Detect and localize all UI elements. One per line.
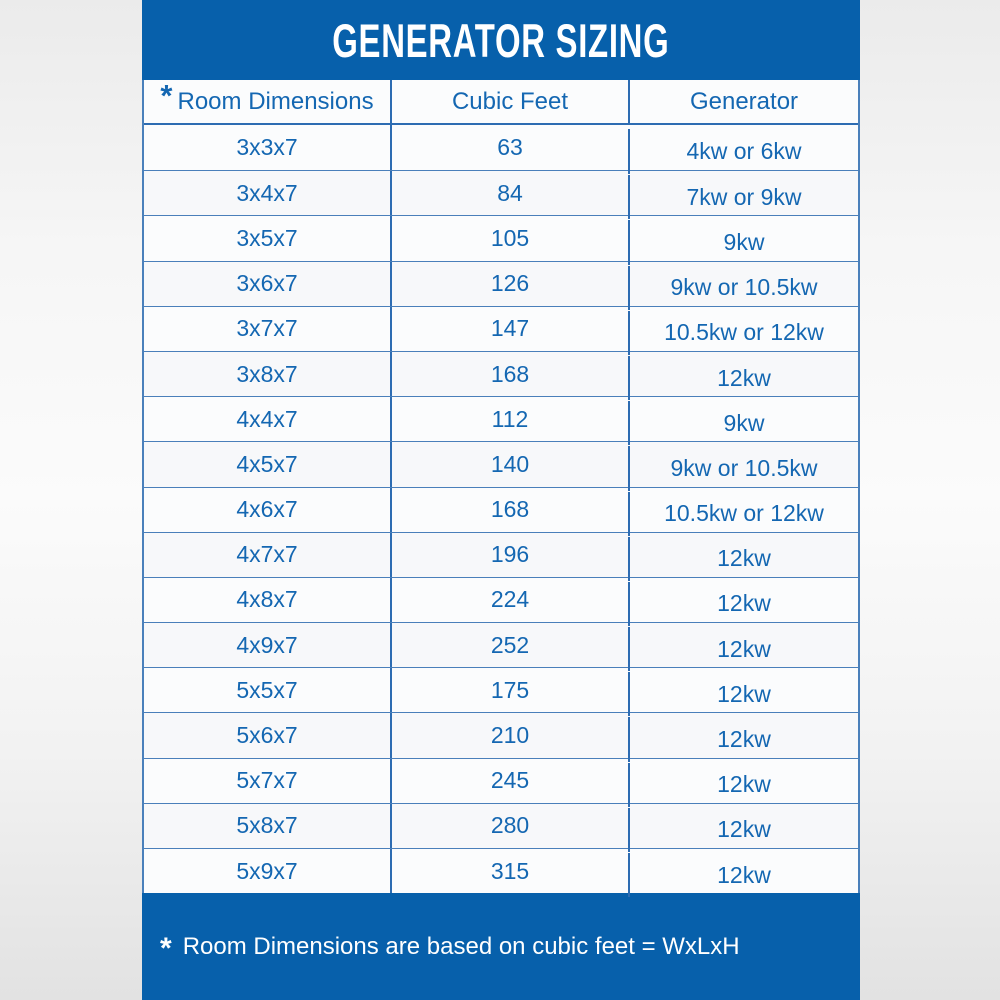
generator-cell: 7kw or 9kw xyxy=(628,175,858,219)
table-row xyxy=(144,125,858,170)
cubic-feet-cell: 168 xyxy=(390,488,628,532)
generator-cell: 10.5kw or 12kw xyxy=(628,311,858,355)
table-row xyxy=(144,758,858,803)
table-row xyxy=(144,667,858,712)
table-body xyxy=(144,125,858,893)
room-dimensions-cell: 5x7x7 xyxy=(236,767,298,794)
room-dimensions-cell: 3x3x7 xyxy=(236,134,298,161)
cubic-feet-cell: 175 xyxy=(390,668,628,712)
cubic-feet-cell: 280 xyxy=(390,804,628,848)
cubic-feet-cell: 168 xyxy=(390,352,628,396)
cubic-feet-cell: 224 xyxy=(390,578,628,622)
generator-sizing-panel xyxy=(142,0,860,1000)
cubic-feet-cell: 112 xyxy=(390,397,628,441)
cubic-feet-cell: 315 xyxy=(390,849,628,893)
room-dimensions-cell: 5x8x7 xyxy=(236,812,298,839)
cubic-feet-cell: 126 xyxy=(390,262,628,306)
room-dimensions-cell: 3x5x7 xyxy=(236,224,298,251)
generator-cell: 12kw xyxy=(628,763,858,807)
room-dimensions-cell: 4x4x7 xyxy=(236,405,298,432)
generator-cell: 12kw xyxy=(628,853,858,897)
table-row xyxy=(144,487,858,532)
room-dimensions-cell: 4x9x7 xyxy=(236,631,298,658)
cubic-feet-cell: 245 xyxy=(390,759,628,803)
room-dimensions-cell: 4x7x7 xyxy=(236,541,298,568)
table-row xyxy=(144,351,858,396)
room-dimensions-cell: 3x4x7 xyxy=(236,179,298,206)
table-row xyxy=(144,848,858,893)
table-row xyxy=(144,712,858,757)
table-row xyxy=(144,170,858,215)
cubic-feet-cell: 147 xyxy=(390,307,628,351)
table-row xyxy=(144,306,858,351)
generator-cell: 12kw xyxy=(628,356,858,400)
generator-cell: 12kw xyxy=(628,537,858,581)
table-row xyxy=(144,622,858,667)
room-dimensions-cell: 3x8x7 xyxy=(236,360,298,387)
generator-cell: 12kw xyxy=(628,627,858,671)
table-row xyxy=(144,532,858,577)
column-header-cubic-feet: Cubic Feet xyxy=(390,80,628,123)
generator-cell: 9kw or 10.5kw xyxy=(628,266,858,310)
footer-note-text: Room Dimensions are based on cubic feet = WxLxH xyxy=(182,932,740,960)
table-row xyxy=(144,577,858,622)
page-title: GENERATOR SIZING xyxy=(332,13,670,67)
column-header-room-dimensions-label: Room Dimensions xyxy=(177,87,374,115)
cubic-feet-cell: 196 xyxy=(390,533,628,577)
cubic-feet-cell: 140 xyxy=(390,442,628,486)
generator-cell: 9kw or 10.5kw xyxy=(628,446,858,490)
generator-cell: 12kw xyxy=(628,672,858,716)
generator-cell: 12kw xyxy=(628,717,858,761)
room-dimensions-cell: 5x5x7 xyxy=(236,676,298,703)
title-banner xyxy=(142,0,860,80)
generator-cell: 12kw xyxy=(628,582,858,626)
generator-cell: 4kw or 6kw xyxy=(628,129,858,174)
table-header-row xyxy=(144,80,858,125)
asterisk-mark: * xyxy=(160,80,173,113)
footer-asterisk-mark: * xyxy=(160,931,172,965)
cubic-feet-cell: 84 xyxy=(390,171,628,215)
footer-note xyxy=(142,893,860,1000)
sizing-table xyxy=(142,80,860,893)
generator-cell: 9kw xyxy=(628,220,858,264)
room-dimensions-cell: 3x7x7 xyxy=(236,315,298,342)
cubic-feet-cell: 252 xyxy=(390,623,628,667)
room-dimensions-cell: 4x8x7 xyxy=(236,586,298,613)
generator-cell: 10.5kw or 12kw xyxy=(628,492,858,536)
generator-cell: 9kw xyxy=(628,401,858,445)
column-header-generator: Generator xyxy=(628,80,858,123)
table-row xyxy=(144,261,858,306)
room-dimensions-cell: 5x6x7 xyxy=(236,722,298,749)
room-dimensions-cell: 5x9x7 xyxy=(236,857,298,884)
table-row xyxy=(144,803,858,848)
cubic-feet-cell: 105 xyxy=(390,216,628,260)
room-dimensions-cell: 3x6x7 xyxy=(236,270,298,297)
room-dimensions-cell: 4x5x7 xyxy=(236,450,298,477)
generator-cell: 12kw xyxy=(628,808,858,852)
column-header-room-dimensions xyxy=(144,80,390,123)
cubic-feet-cell: 63 xyxy=(390,125,628,170)
cubic-feet-cell: 210 xyxy=(390,713,628,757)
room-dimensions-cell: 4x6x7 xyxy=(236,496,298,523)
table-row xyxy=(144,215,858,260)
table-row xyxy=(144,441,858,486)
table-row xyxy=(144,396,858,441)
